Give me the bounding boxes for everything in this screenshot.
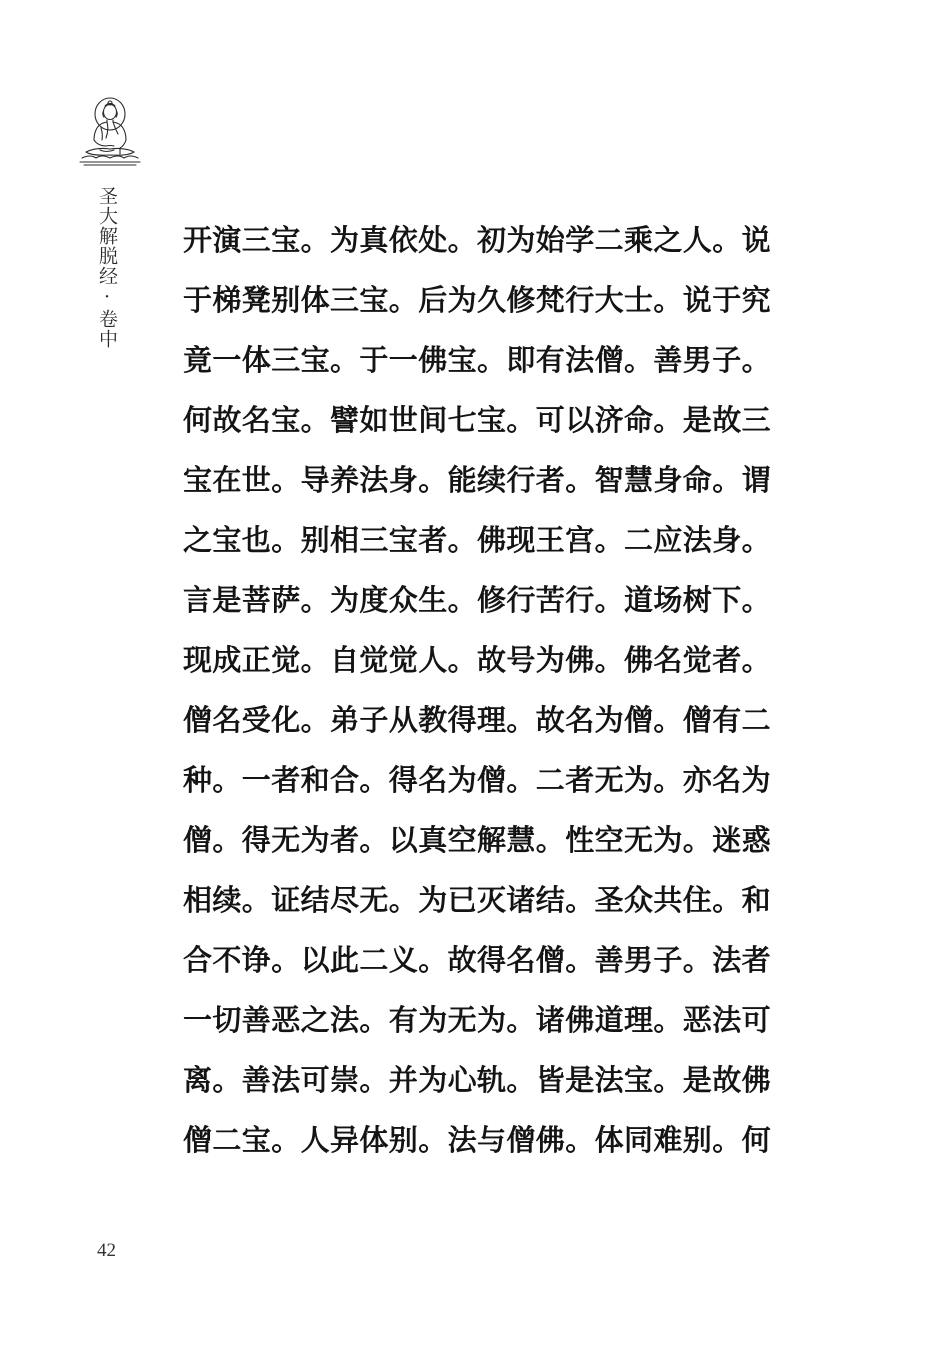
text-line: 离。善法可崇。并为心轨。皆是法宝。是故佛: [183, 1063, 772, 1097]
running-title: 圣大解脱经·卷中: [96, 186, 118, 349]
text-line: 之宝也。别相三宝者。佛现王宫。二应法身。: [183, 523, 772, 557]
page-number: 42: [97, 1240, 116, 1261]
text-line: 现成正觉。自觉觉人。故号为佛。佛名觉者。: [183, 643, 772, 677]
text-line: 于梯凳别体三宝。后为久修梵行大士。说于究: [183, 283, 772, 317]
text-line: 竟一体三宝。于一佛宝。即有法僧。善男子。: [183, 343, 772, 377]
text-line: 何故名宝。譬如世间七宝。可以济命。是故三: [183, 403, 772, 437]
text-line: 僧。得无为者。以真空解慧。性空无为。迷惑: [183, 823, 772, 857]
text-line: 开演三宝。为真依处。初为始学二乘之人。说: [183, 223, 772, 257]
text-line: 一切善恶之法。有为无为。诸佛道理。恶法可: [183, 1003, 772, 1037]
scripture-text-block: [183, 210, 783, 1170]
text-line: 种。一者和合。得名为僧。二者无为。亦名为: [183, 763, 772, 797]
text-line: 宝在世。导养法身。能续行者。智慧身命。谓: [183, 463, 772, 497]
seated-buddha-icon: [76, 92, 144, 168]
text-line: 相续。证结尽无。为已灭诸结。圣众共住。和: [183, 883, 772, 917]
text-line: 僧二宝。人异体别。法与僧佛。体同难别。何: [183, 1123, 772, 1157]
text-line: 合不诤。以此二义。故得名僧。善男子。法者: [183, 943, 772, 977]
text-line: 言是菩萨。为度众生。修行苦行。道场树下。: [183, 583, 772, 617]
text-line: 僧名受化。弟子从教得理。故名为僧。僧有二: [183, 703, 772, 737]
